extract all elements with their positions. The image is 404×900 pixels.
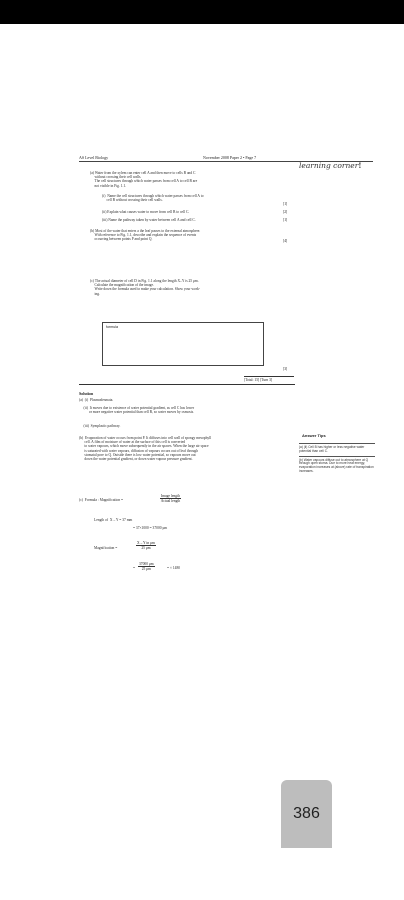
exam-label: November 2008 Paper 2 • Page 7 — [203, 155, 257, 160]
page-number-tab[interactable] — [281, 780, 332, 848]
solution-c-mag-label: Magnification = — [94, 546, 118, 550]
formula-denominator: Actual length — [160, 499, 181, 503]
page-number: 386 — [293, 805, 320, 822]
formula-answer-box — [102, 322, 264, 366]
calculation-fraction — [138, 562, 155, 571]
mark-a-i: [1] — [283, 202, 288, 206]
level-label: AS Level Biology — [79, 155, 109, 160]
solution-a-iii: (iii) Symplastic pathway. — [79, 424, 121, 428]
question-a-ii: (ii) Explain what causes water to move from cell B to cell C. — [102, 210, 190, 214]
answer-tips-title: Answer Tips — [302, 433, 326, 438]
tip-b: (b) Water vapours diffuse out to atmosphere at Q through open stoma. Due to more heat energy, evaporation increases at (above) rate of transpiration increases. — [299, 457, 374, 473]
solution-c-length-2: = 37×1000 = 37000 μm — [133, 526, 168, 530]
mark-b: [4] — [283, 239, 288, 243]
magnification-numerator: X – Y in μm — [137, 541, 155, 545]
total-rule — [244, 376, 294, 377]
question-a-iii: (iii) Name the pathway taken by water between cell A and cell C. — [102, 218, 196, 222]
magnification-result: = × 1480 — [167, 566, 181, 570]
tips-separator — [299, 443, 375, 444]
question-b: (b) Most of the water that enters a the leaf passes to the external atmosphere. With reference to Fig. 1.1, describe and explain the sequence of events occurring between points P and point Q. — [90, 229, 201, 242]
learning-corner-logo: learning corner! — [299, 161, 362, 170]
solution-a-ii: (ii) It moves due to existence of water potential gradient, as cell C has lower or more negative water potential than cell B, so water moves by osmosis. — [83, 406, 195, 415]
total-marks: [Total: 15] [Turn 3] — [244, 378, 273, 382]
question-c: (c) The actual diameter of cell D in Fig. 1.1 along the length X–Y is 25 μm. Calculate the magnification of the image. Write down the formula used to make your calculation. Show your work- ing. — [90, 279, 200, 296]
mark-c: [3] — [283, 367, 288, 371]
solution-c-formula-label: (c) Formula : Magnification = — [79, 498, 124, 502]
mark-a-ii: [2] — [283, 210, 288, 214]
formula-numerator: Image length — [161, 494, 180, 498]
magnification-denominator: 25 μm — [141, 546, 151, 550]
solution-a-i: (a) (i) Plasmodesmata. — [79, 398, 114, 402]
status-bar — [0, 0, 404, 24]
formula-fraction — [160, 494, 181, 503]
calculation-denominator: 25 μm — [141, 567, 151, 571]
question-a-i: (i) Name the cell structures through which water passes from cell A to cell B without crossing their cell walls. — [102, 194, 204, 203]
section-rule — [79, 384, 295, 385]
question-a-intro: (a) Water from the xylem can enter cell A and then move to cells B and C without crossing their cell walls. The cell structures through which water passes from cell A to cell B are not visible in Fig. 1.1. — [90, 171, 198, 188]
solution-title: Solution — [79, 391, 94, 396]
equals-sign: = — [133, 566, 136, 570]
calculation-numerator: 37000 μm — [139, 562, 154, 566]
formula-label: formula — [106, 325, 118, 329]
tip-a: (a) (ii) Cell B has higher or less negative water potential than cell C. — [299, 445, 365, 453]
tips-separator — [299, 456, 375, 457]
solution-c-length: Length of X – Y = 37 mm — [94, 518, 133, 522]
magnification-fraction — [136, 541, 156, 550]
mark-a-iii: [1] — [283, 218, 288, 222]
answer-tips — [299, 441, 375, 474]
solution-b: (b) Evaporation of water occurs from point P. It diffuses into cell wall of spongy mesophyll cell. A film of moisture of water at the surface of this cell is converted to water vapours, which move subsequently in the air spaces. When the large air space is saturated with water vapours, diffusion of vapours occurs out of leaf through stomatal pore to Q. Outside there is low water potential, so vapours move out down the water potential gradient, or down water vapour pressure gradient. — [79, 436, 212, 462]
